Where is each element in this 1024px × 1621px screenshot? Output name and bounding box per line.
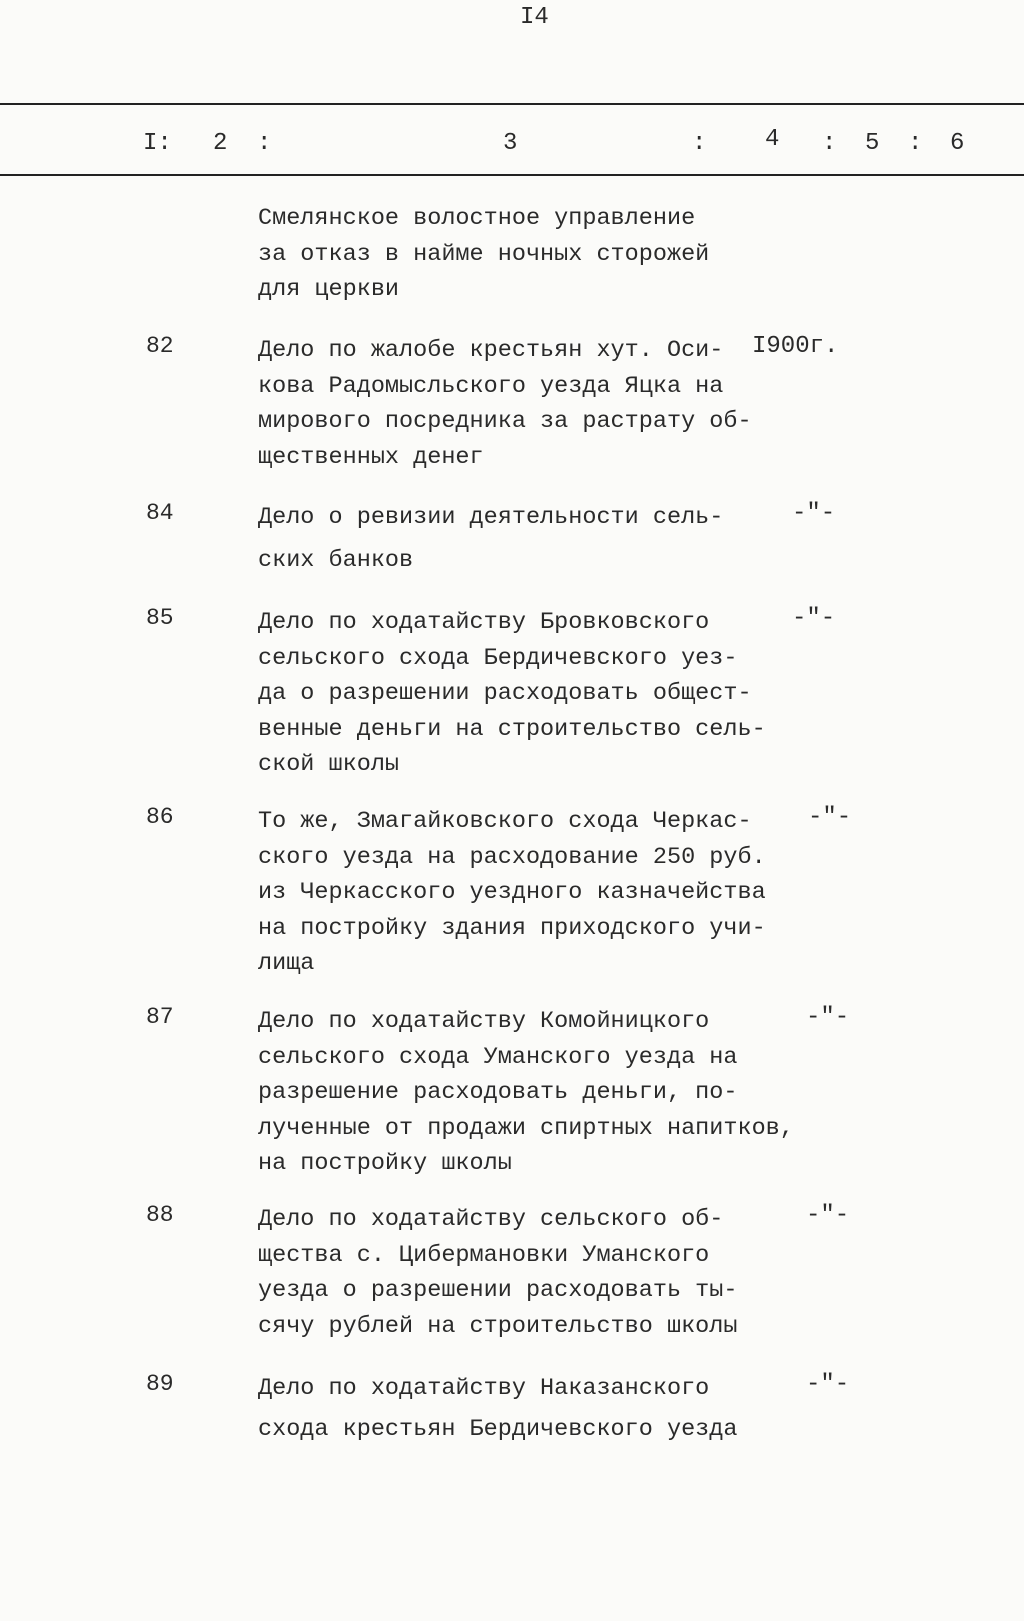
entry-number: 85 bbox=[146, 605, 174, 631]
entry-date-ditto: -"- bbox=[808, 804, 852, 831]
entry-line: из Черкасского уездного казначейства bbox=[258, 879, 766, 906]
entry-line: мирового посредника за растрату об- bbox=[258, 408, 752, 435]
entry-line: Дело по жалобе крестьян хут. Оси- bbox=[258, 337, 724, 364]
entry-date-ditto: -"- bbox=[792, 605, 836, 632]
column-5-label: 5 bbox=[865, 130, 880, 157]
column-separator: : bbox=[822, 130, 837, 157]
entry-number: 86 bbox=[146, 804, 174, 830]
entry-line: сельского схода Бердичевского уез- bbox=[258, 644, 738, 672]
entry-line: Дело по ходатайству Комойницкого bbox=[258, 1008, 710, 1035]
entry-number: 84 bbox=[146, 500, 174, 526]
entry-line: да о разрешении расходовать общест- bbox=[258, 680, 752, 707]
entry-line: То же, Змагайковского схода Черкас- bbox=[258, 808, 752, 835]
entry-line: венные деньги на строительство сель- bbox=[258, 715, 766, 743]
entry-line: ской школы bbox=[258, 751, 400, 778]
entry-title bbox=[258, 1202, 737, 1344]
entry-line: щественных денег bbox=[258, 443, 484, 471]
entry-line: Дело по ходатайству Наказанского bbox=[258, 1375, 710, 1402]
page-number: I4 bbox=[520, 4, 549, 31]
entry-date-ditto: -"- bbox=[806, 1004, 850, 1031]
entry-line: разрешение расходовать деньги, по- bbox=[258, 1079, 738, 1106]
column-4-label: 4 bbox=[765, 126, 780, 153]
column-3-label: 3 bbox=[503, 130, 518, 157]
entry-number: 87 bbox=[146, 1004, 174, 1030]
entry-line: на постройку здания приходского учи- bbox=[258, 914, 766, 942]
entry-date-ditto: -"- bbox=[792, 500, 836, 527]
entry-title bbox=[258, 804, 766, 982]
entry-line: на постройку школы bbox=[258, 1150, 512, 1177]
entry-number: 82 bbox=[146, 333, 174, 359]
entry-line: ских банков bbox=[258, 547, 414, 574]
entry-line: лища bbox=[258, 950, 315, 977]
entry-number: 89 bbox=[146, 1371, 174, 1397]
header-top-rule bbox=[0, 103, 1024, 105]
entry-line: сельского схода Уманского уезда на bbox=[258, 1043, 738, 1071]
entry-date-ditto: -"- bbox=[806, 1371, 850, 1398]
column-separator: : bbox=[692, 130, 707, 157]
entry-line: Дело по ходатайству сельского об- bbox=[258, 1206, 724, 1233]
entry-title bbox=[258, 496, 723, 582]
entry-line: Дело о ревизии деятельности сель- bbox=[258, 504, 724, 531]
column-separator: : bbox=[908, 130, 923, 157]
entry-line: уезда о разрешении расходовать ты- bbox=[258, 1277, 738, 1304]
entry-date-ditto: -"- bbox=[806, 1202, 850, 1229]
column-2-label: 2 bbox=[213, 130, 228, 157]
entry-line: схода крестьян Бердичевского уезда bbox=[258, 1416, 738, 1443]
entry-line: Смелянское волостное управление bbox=[258, 205, 696, 232]
entry-title bbox=[258, 333, 752, 475]
entry-number: 88 bbox=[146, 1202, 174, 1228]
entry-line: кова Радомысльского уезда Яцка на bbox=[258, 372, 724, 400]
column-separator: : bbox=[257, 130, 272, 157]
entry-line: ского уезда на расходование 250 руб. bbox=[258, 843, 766, 871]
entry-title bbox=[258, 605, 766, 783]
entry-line: для церкви bbox=[258, 276, 400, 303]
entry-title bbox=[258, 1368, 737, 1450]
entry-line: Дело по ходатайству Бровковского bbox=[258, 609, 710, 636]
entry-line: лученные от продажи спиртных напитков, bbox=[258, 1114, 794, 1142]
entry-title bbox=[258, 201, 709, 308]
header-bottom-rule bbox=[0, 174, 1024, 176]
column-6-label: 6 bbox=[950, 130, 965, 157]
column-1-label: I: bbox=[143, 130, 172, 157]
entry-line: щества с. Цибермановки Уманского bbox=[258, 1241, 710, 1269]
entry-date: I900г. bbox=[752, 333, 839, 360]
entry-line: сячу рублей на строительство школы bbox=[258, 1312, 738, 1340]
entry-title bbox=[258, 1004, 794, 1182]
entry-line: за отказ в найме ночных сторожей bbox=[258, 240, 710, 268]
